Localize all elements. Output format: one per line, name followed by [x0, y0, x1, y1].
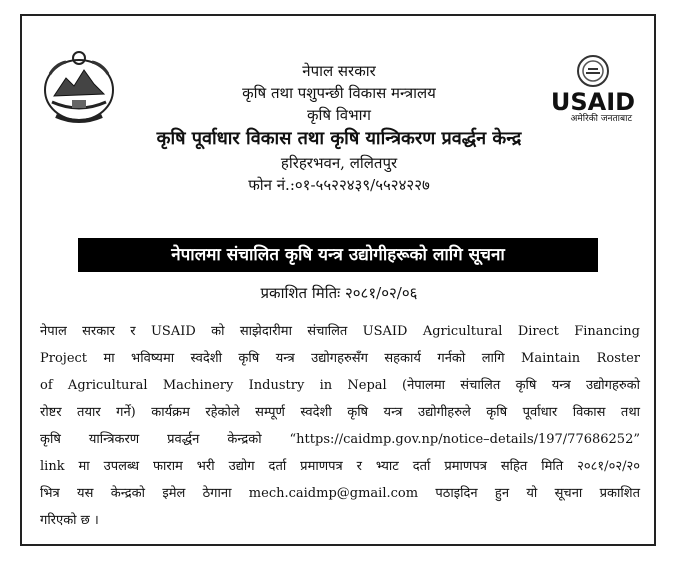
- usaid-wordmark: USAID: [550, 88, 636, 116]
- header-center-name: कृषि पूर्वाधार विकास तथा कृषि यान्त्रिकरण प्रवर्द्धन केन्द्र: [156, 128, 522, 149]
- body-line: रोष्टर तयार गर्ने) कार्यक्रम रहेकोले सम्पूर्ण स्वदेशी कृषि यन्त्र उद्योगीहरुले कृषि पूर्वाधार विकास तथा: [40, 405, 640, 420]
- header-phone: फोन नं.:०१-५५२२४३९/५५२४२२७: [248, 176, 430, 194]
- header-address: हरिहरभवन, ललितपुर: [280, 154, 398, 172]
- body-line: Project मा भविष्यमा स्वदेशी कृषि यन्त्र उद्योगहरुसँग सहकार्य गर्नको लागि Maintain Roster: [40, 351, 640, 366]
- usaid-tagline: अमेरिकी जनताबाट: [570, 114, 632, 124]
- notice-body: [40, 318, 640, 534]
- body-line: of Agricultural Machinery Industry in Nepal (नेपालमा संचालित कृषि यन्त्र उद्योगहरुको: [40, 378, 640, 393]
- header-ministry: कृषि तथा पशुपन्छी विकास मन्त्रालय: [242, 84, 436, 102]
- notice-title-banner: नेपालमा संचालित कृषि यन्त्र उद्योगीहरूको लागि सूचना: [78, 238, 598, 272]
- body-line-email: भित्र यस केन्द्रको इमेल ठेगाना mech.caidmp@gmail.com पठाइदिन हुन यो सूचना प्रकाशित: [40, 486, 640, 501]
- body-line: link मा उपलब्ध फाराम भरी उद्योग दर्ता प्रमाणपत्र र भ्याट दर्ता प्रमाणपत्र सहित मिति २०८१/०२/२०: [40, 459, 640, 474]
- body-line-link: कृषि यान्त्रिकरण प्रवर्द्धन केन्द्रको “https://caidmp.gov.np/notice–details/197/77686252”: [40, 432, 640, 447]
- body-line: गरिएको छ ।: [40, 513, 99, 528]
- letterhead: [0, 60, 678, 196]
- header-department: कृषि विभाग: [307, 106, 371, 124]
- header-government: नेपाल सरकार: [302, 62, 376, 80]
- published-date: प्रकाशित मितिः २०८१/०२/०६: [260, 284, 418, 302]
- body-line: नेपाल सरकार र USAID को साझेदारीमा संचालित USAID Agricultural Direct Financing: [40, 324, 640, 339]
